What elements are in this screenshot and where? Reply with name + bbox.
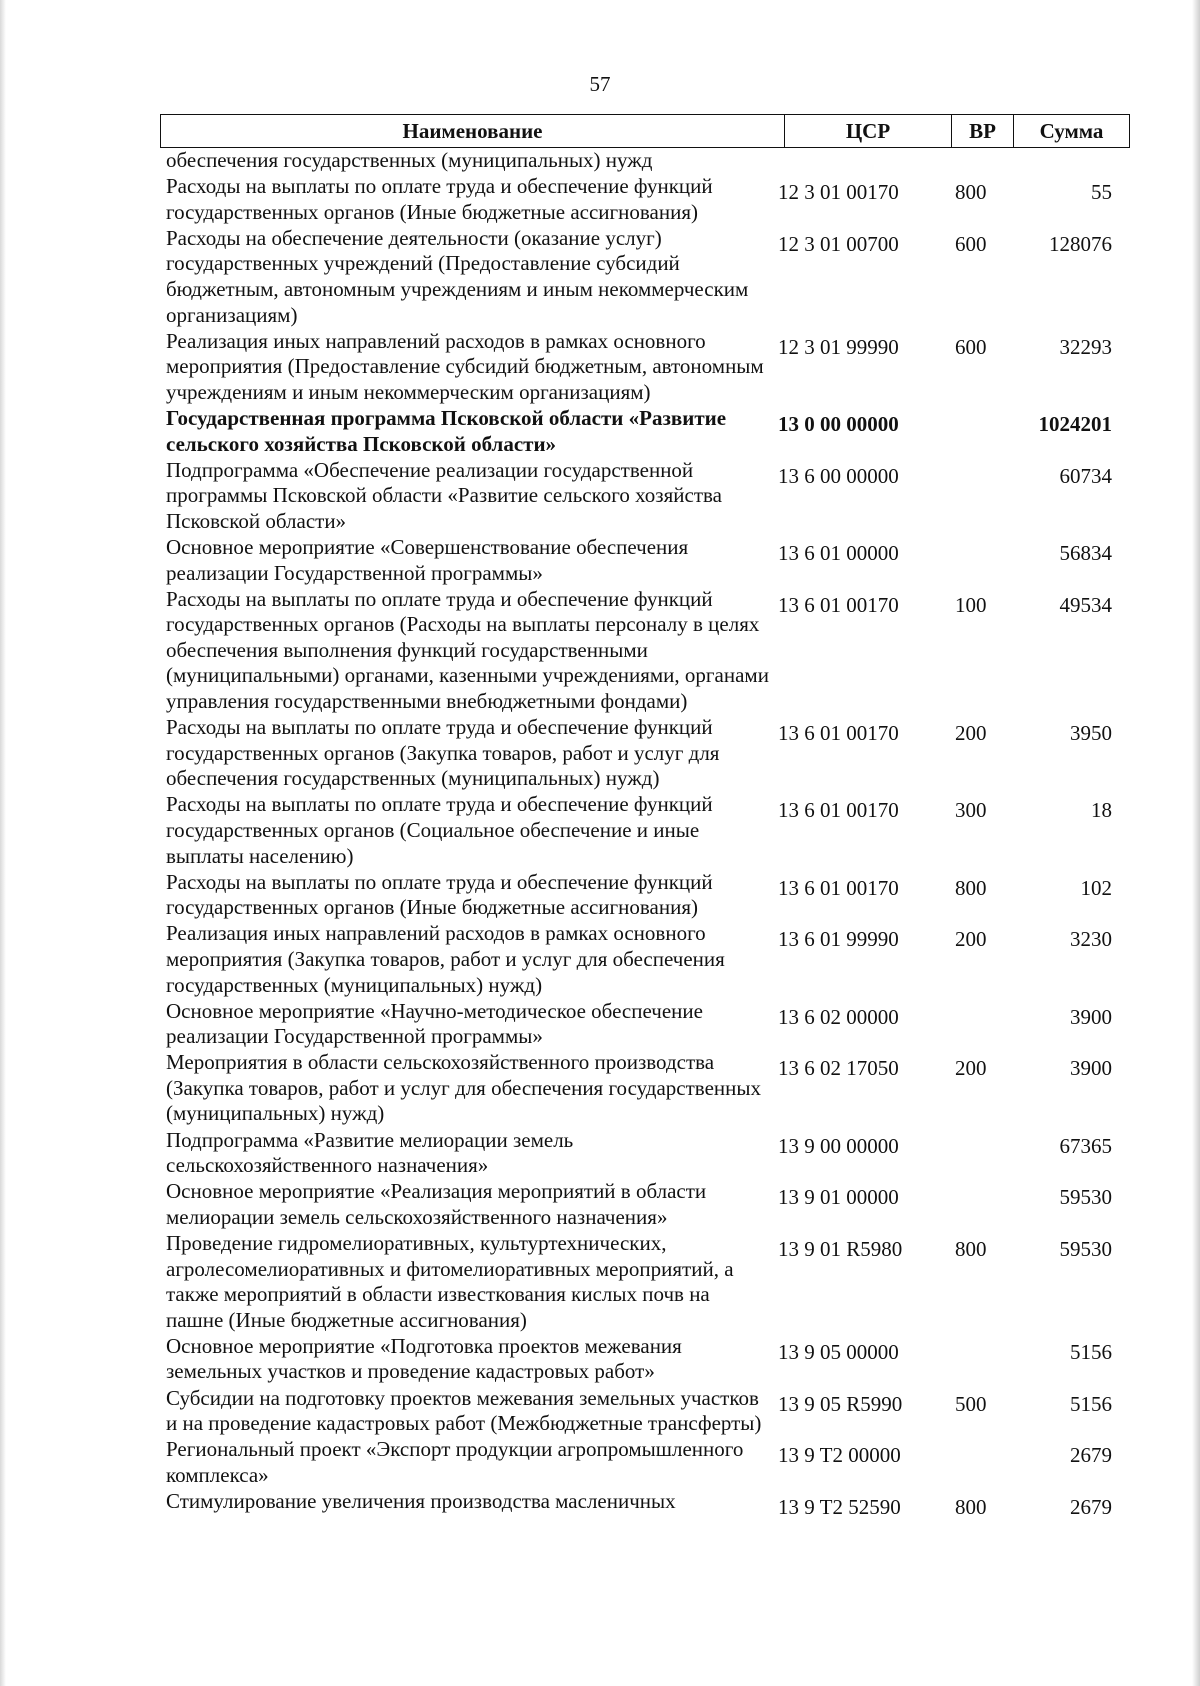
- row-vr: [951, 1437, 1013, 1488]
- row-sum: 3950: [1070, 721, 1112, 746]
- row-vr: [951, 148, 1013, 174]
- table-row: [160, 870, 1130, 921]
- row-vr: 800: [955, 1236, 987, 1261]
- table-header: [160, 114, 1130, 148]
- table-row: [160, 1489, 1130, 1521]
- row-vr: 100: [955, 592, 987, 617]
- row-csr: 13 6 01 00170: [778, 592, 899, 617]
- table-row: [160, 148, 1130, 174]
- row-name: Расходы на выплаты по оплате труда и обеспечение функций государственных органов (Социальное обеспечение и иные выплаты населению): [166, 792, 713, 868]
- row-csr: 13 6 02 00000: [778, 1004, 899, 1029]
- row-vr: [951, 406, 1013, 457]
- row-vr: 200: [955, 721, 987, 746]
- row-csr: 13 9 T2 52590: [778, 1494, 901, 1519]
- header-csr: ЦСР: [785, 115, 952, 147]
- row-sum: 2679: [1070, 1494, 1112, 1519]
- row-name: Государственная программа Псковской области «Развитие сельского хозяйства Псковской области»: [166, 405, 727, 456]
- row-sum: [1013, 148, 1130, 174]
- row-name: Основное мероприятие «Реализация мероприятий в области мелиорации земель сельскохозяйственного назначения»: [166, 1179, 707, 1229]
- table-body: [160, 148, 1130, 1521]
- row-vr: [951, 999, 1013, 1050]
- row-csr: 13 0 00 00000: [778, 411, 899, 436]
- table-row: [160, 1231, 1130, 1333]
- row-csr: 13 6 01 00000: [778, 540, 899, 565]
- scan-edge-left: [0, 0, 6, 1686]
- table-row: [160, 1128, 1130, 1179]
- row-sum: 5156: [1070, 1391, 1112, 1416]
- row-csr: [770, 148, 951, 174]
- row-csr: 12 3 01 99990: [778, 334, 899, 359]
- row-name: Проведение гидромелиоративных, культуртехнических, агролесомелиоративных и фитомелиоративных мероприятий, а также мероприятий в области известкования кислых почв на пашне (Иные бюджетные ассигнования): [166, 1230, 734, 1332]
- row-sum: 2679: [1070, 1443, 1112, 1468]
- row-name: Расходы на выплаты по оплате труда и обеспечение функций государственных органов (Расходы на выплаты персоналу в целях обеспечения выполнения функций государственными (муниципальными) органами, казенными учреждениями, органами управления государственными внебюджетными фондами): [166, 586, 769, 713]
- row-sum: 3900: [1070, 1004, 1112, 1029]
- row-sum: 59530: [1059, 1236, 1112, 1261]
- header-vr: ВР: [952, 115, 1014, 147]
- row-name: Расходы на выплаты по оплате труда и обеспечение функций государственных органов (Закупка товаров, работ и услуг для обеспечения государственных (муниципальных) нужд): [166, 715, 720, 791]
- table-row: [160, 1050, 1130, 1127]
- table-row: [160, 792, 1130, 869]
- row-sum: 3900: [1070, 1056, 1112, 1081]
- scan-edge-right: [1192, 0, 1200, 1686]
- row-vr: 800: [955, 875, 987, 900]
- row-csr: 13 6 01 99990: [778, 927, 899, 952]
- table-row: [160, 174, 1130, 225]
- table-row: [160, 715, 1130, 792]
- table-row: [160, 226, 1130, 328]
- row-vr: [951, 458, 1013, 535]
- table-row: [160, 535, 1130, 586]
- table-row: [160, 329, 1130, 406]
- row-csr: 13 9 T2 00000: [778, 1443, 901, 1468]
- table-row: [160, 921, 1130, 998]
- row-name: Подпрограмма «Развитие мелиорации земель сельскохозяйственного назначения»: [166, 1127, 574, 1178]
- row-vr: [951, 535, 1013, 586]
- row-vr: 800: [955, 1494, 987, 1519]
- row-vr: 500: [955, 1391, 987, 1416]
- row-csr: 13 6 01 00170: [778, 798, 899, 823]
- table-row: [160, 1179, 1130, 1230]
- table-row: [160, 406, 1130, 457]
- row-name: Региональный проект «Экспорт продукции агропромышленного комплекса»: [166, 1437, 744, 1487]
- row-csr: 13 9 05 00000: [778, 1339, 899, 1364]
- row-vr: 800: [955, 180, 987, 205]
- table-row: [160, 1386, 1130, 1437]
- row-sum: 128076: [1049, 231, 1112, 256]
- row-csr: 13 6 00 00000: [778, 463, 899, 488]
- row-csr: 12 3 01 00170: [778, 180, 899, 205]
- row-vr: 300: [955, 798, 987, 823]
- table-row: [160, 458, 1130, 535]
- row-sum: 49534: [1059, 592, 1112, 617]
- header-name: Наименование: [161, 115, 785, 147]
- table-row: [160, 587, 1130, 715]
- row-name: Расходы на обеспечение деятельности (оказание услуг) государственных учреждений (Предоставление субсидий бюджетным, автономным учреждениям и иным некоммерческим организациям): [166, 225, 749, 327]
- row-name: Расходы на выплаты по оплате труда и обеспечение функций государственных органов (Иные бюджетные ассигнования): [166, 174, 713, 224]
- row-csr: 13 9 00 00000: [778, 1133, 899, 1158]
- row-sum: 67365: [1059, 1133, 1112, 1158]
- row-name: Расходы на выплаты по оплате труда и обеспечение функций государственных органов (Иные бюджетные ассигнования): [166, 869, 713, 920]
- row-vr: [951, 1179, 1013, 1230]
- row-csr: 12 3 01 00700: [778, 231, 899, 256]
- row-sum: 56834: [1059, 540, 1112, 565]
- row-name: Субсидии на подготовку проектов межевания земельных участков и на проведение кадастровых работ (Межбюджетные трансферты): [166, 1385, 762, 1436]
- row-name: Стимулирование увеличения производства масленичных: [166, 1488, 676, 1513]
- row-sum: 59530: [1059, 1185, 1112, 1210]
- table-row: [160, 1334, 1130, 1385]
- row-sum: 55: [1091, 180, 1112, 205]
- row-name: Подпрограмма «Обеспечение реализации государственной программы Псковской области «Развитие сельского хозяйства Псковской области»: [166, 457, 722, 533]
- table-row: [160, 1437, 1130, 1488]
- row-vr: [951, 1128, 1013, 1179]
- table-row: [160, 999, 1130, 1050]
- row-name: Реализация иных направлений расходов в рамках основного мероприятия (Предоставление субсидий бюджетным, автономным учреждениям и иным некоммерческим организациям): [166, 328, 764, 404]
- row-vr: 200: [955, 1056, 987, 1081]
- row-vr: 600: [955, 334, 987, 359]
- row-sum: 5156: [1070, 1339, 1112, 1364]
- row-sum: 3230: [1070, 927, 1112, 952]
- header-sum: Сумма: [1039, 118, 1104, 143]
- row-csr: 13 9 01 00000: [778, 1185, 899, 1210]
- row-vr: 200: [955, 927, 987, 952]
- row-csr: 13 9 05 R5990: [778, 1391, 903, 1416]
- row-sum: 1024201: [1038, 411, 1112, 436]
- row-vr: 600: [955, 231, 987, 256]
- row-name: Основное мероприятие «Научно-методическое обеспечение реализации Государственной программы»: [166, 998, 703, 1049]
- row-sum: 102: [1080, 875, 1112, 900]
- row-sum: 32293: [1059, 334, 1112, 359]
- row-vr: [951, 1334, 1013, 1385]
- row-name: Реализация иных направлений расходов в рамках основного мероприятия (Закупка товаров, работ и услуг для обеспечения государственных (муниципальных) нужд): [166, 921, 725, 997]
- row-sum: 18: [1091, 798, 1112, 823]
- row-csr: 13 6 01 00170: [778, 721, 899, 746]
- row-name: Основное мероприятие «Подготовка проектов межевания земельных участков и проведение кадастровых работ»: [166, 1333, 682, 1384]
- row-csr: 13 6 01 00170: [778, 875, 899, 900]
- row-name: обеспечения государственных (муниципальных) нужд: [166, 148, 653, 172]
- page-number: 57: [589, 72, 611, 96]
- row-sum: 60734: [1059, 463, 1112, 488]
- row-name: Основное мероприятие «Совершенствование обеспечения реализации Государственной программы»: [166, 534, 689, 585]
- row-csr: 13 6 02 17050: [778, 1056, 899, 1081]
- row-csr: 13 9 01 R5980: [778, 1236, 903, 1261]
- row-name: Мероприятия в области сельскохозяйственного производства (Закупка товаров, работ и услуг для обеспечения государственных (муниципальных) нужд): [166, 1050, 762, 1126]
